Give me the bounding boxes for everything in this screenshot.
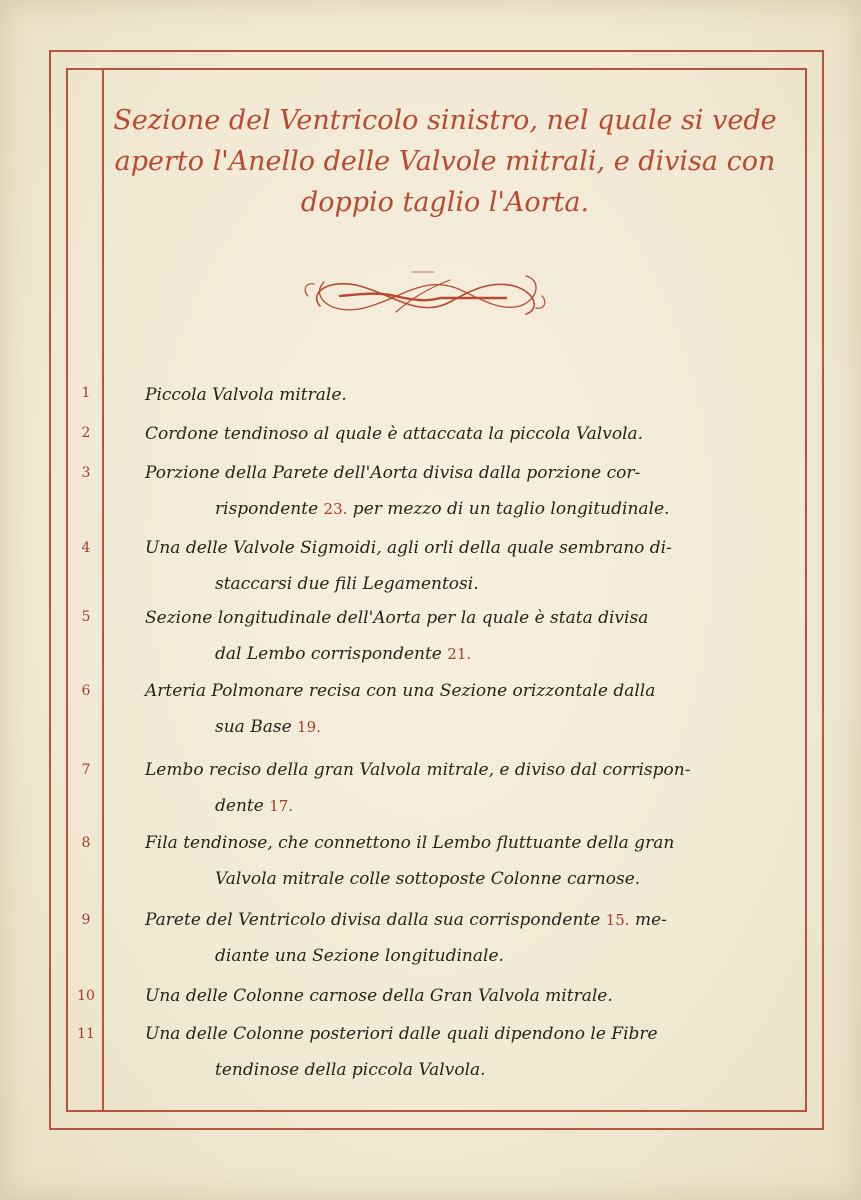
entry-line: dal Lembo corrispondente bbox=[215, 644, 448, 664]
entry-line: Piccola Valvola mitrale. bbox=[145, 385, 347, 405]
entry-line: Cordone tendinoso al quale è attaccata la piccola Valvola. bbox=[145, 424, 644, 444]
entry-number: 9 bbox=[81, 912, 91, 928]
entry-line: Arteria Polmonare recisa con una Sezione orizzontale dalla bbox=[145, 681, 656, 701]
entry-text bbox=[145, 902, 775, 974]
entry-number: 7 bbox=[81, 762, 91, 778]
figure-reference: 21. bbox=[447, 645, 472, 663]
entry-number: 6 bbox=[81, 683, 91, 699]
entry-line: Una delle Colonne posteriori dalle quali dipendono le Fibre bbox=[145, 1024, 658, 1044]
entry-number: 4 bbox=[81, 540, 91, 556]
entry-line: per mezzo di un taglio longitudinale. bbox=[347, 499, 670, 519]
entry-text bbox=[145, 600, 775, 672]
entry-line: sua Base bbox=[215, 717, 298, 737]
page-title: Sezione del Ventricolo sinistro, nel quale si vede aperto l'Anello delle Valvole mitrali, e divisa con doppio taglio l'Aorta. bbox=[113, 105, 777, 218]
entry-line bbox=[145, 910, 667, 930]
figure-reference: 15. bbox=[605, 911, 630, 929]
entry-line: Una delle Valvole Sigmoidi, agli orli della quale sembrano di- bbox=[145, 538, 672, 558]
entry-continuation bbox=[145, 491, 775, 527]
entry-continuation: staccarsi due fili Legamentosi. bbox=[215, 574, 479, 594]
calligraphic-flourish-icon bbox=[300, 262, 550, 330]
figure-reference: 23. bbox=[323, 500, 348, 518]
entry-line: Porzione della Parete dell'Aorta divisa dalla porzione cor- bbox=[145, 463, 641, 483]
entry-text bbox=[145, 978, 775, 1014]
entry-text bbox=[145, 377, 775, 413]
entry-text bbox=[145, 1016, 775, 1088]
entry-line: rispondente bbox=[215, 499, 324, 519]
entry-continuation: diante una Sezione longitudinale. bbox=[215, 946, 504, 966]
entry-line: Lembo reciso della gran Valvola mitrale, e diviso dal corrispon- bbox=[145, 760, 691, 780]
entry-text bbox=[145, 673, 775, 745]
entry-number: 3 bbox=[81, 465, 91, 481]
entry-number: 5 bbox=[81, 609, 91, 625]
entry-text bbox=[145, 455, 775, 527]
entry-continuation: Valvola mitrale colle sottoposte Colonne carnose. bbox=[215, 869, 641, 889]
entry-continuation: tendinose della piccola Valvola. bbox=[215, 1060, 486, 1080]
figure-reference: 19. bbox=[297, 718, 321, 736]
figure-reference: 17. bbox=[269, 797, 294, 815]
entry-line: Una delle Colonne carnose della Gran Valvola mitrale. bbox=[145, 986, 613, 1006]
entry-continuation bbox=[145, 636, 775, 672]
entry-line: Fila tendinose, che connettono il Lembo fluttuante della gran bbox=[145, 833, 675, 853]
entry-text bbox=[145, 825, 775, 897]
entry-line: dente bbox=[215, 796, 270, 816]
entry-number: 2 bbox=[81, 425, 91, 441]
entry-text bbox=[145, 530, 775, 602]
entry-number: 1 bbox=[81, 385, 91, 401]
entry-text bbox=[145, 416, 775, 452]
entry-number: 10 bbox=[77, 988, 95, 1004]
entry-line: me- bbox=[629, 910, 667, 930]
entry-line: Parete del Ventricolo divisa dalla sua corrispondente bbox=[145, 910, 606, 930]
entry-line: Sezione longitudinale dell'Aorta per la quale è stata divisa bbox=[145, 608, 649, 628]
entry-number: 11 bbox=[77, 1026, 95, 1042]
entry-text bbox=[145, 752, 775, 824]
entry-continuation bbox=[145, 709, 775, 745]
entry-number: 8 bbox=[81, 835, 91, 851]
entry-continuation bbox=[145, 788, 775, 824]
number-column-rule bbox=[102, 68, 104, 1112]
